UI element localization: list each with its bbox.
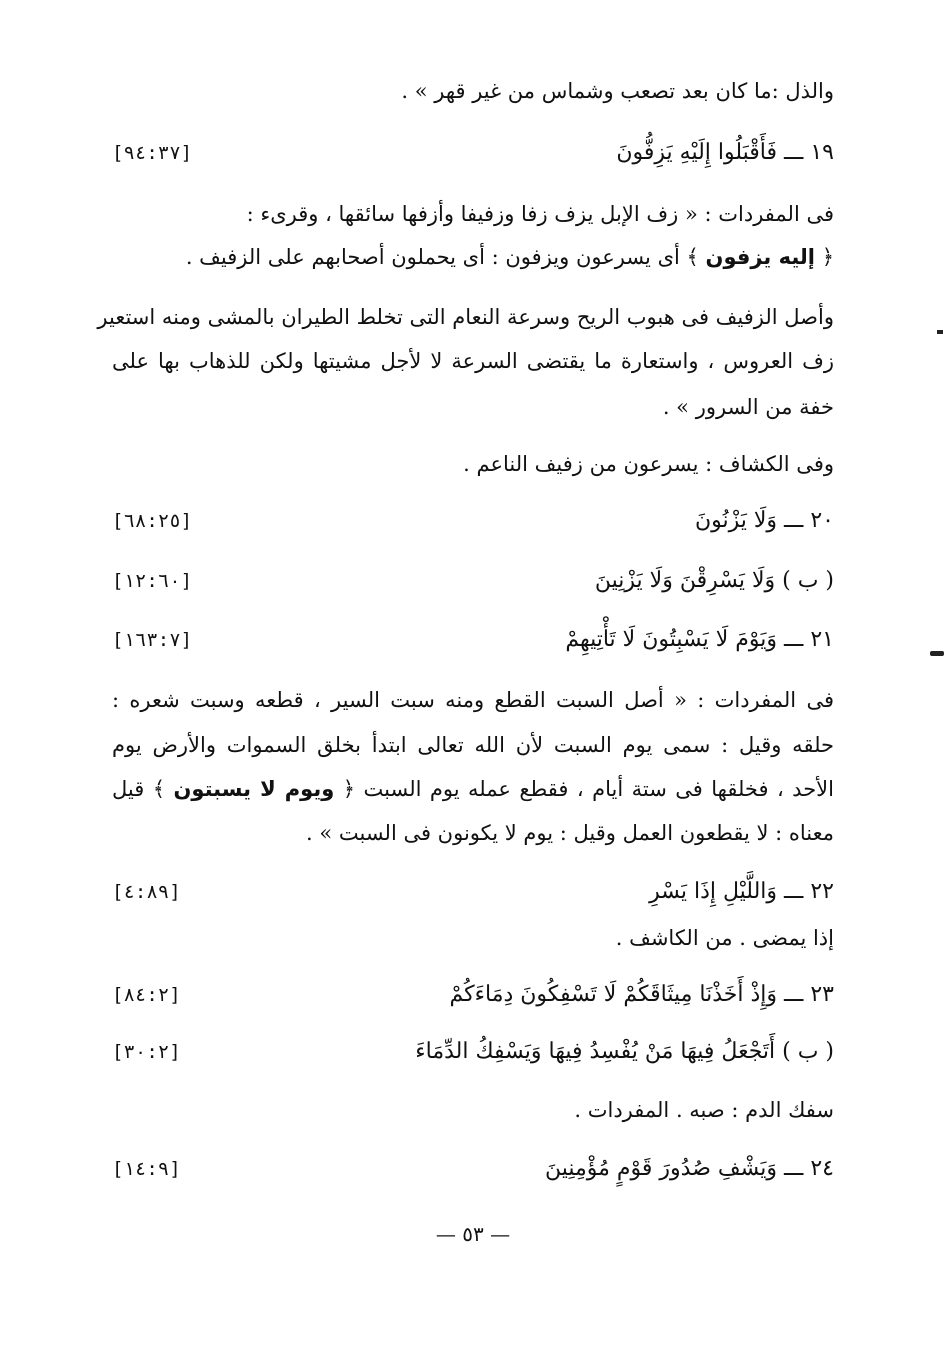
text-line: وفى الكشاف : يسرعون من زفيف الناعم . (463, 452, 834, 476)
reference-19: [٩٤:٣٧] (112, 142, 193, 164)
reference-21: [١٦٣:٧] (112, 629, 193, 651)
reference-24: [١٤:٩] (112, 1158, 181, 1180)
reference-22: [٤:٨٩] (112, 881, 181, 903)
text-segment: أى يسرعون ويزفون : أى يحملون أصحابهم على الزفيف . (185, 245, 687, 269)
text-line: وأصل الزفيف فى هبوب الريح وسرعة النعام التى تخلط الطيران بالمشى ومنه استعير (97, 305, 834, 329)
text-line: إذا يمضى . من الكاشف . (615, 926, 834, 950)
text-line: حلقه وقيل : سمى يوم السبت لأن الله تعالى ابتدأ بخلق السموات والأرض يوم (112, 733, 834, 757)
reference-23b: [٣٠:٢] (112, 1041, 181, 1063)
bold-phrase: ويوم لا يسبتون (173, 777, 335, 801)
text-line: فى المفردات : « زف الإبل يزف زفا وزفيفا وأزفها سائقها ، وقرىء : (246, 202, 834, 226)
reference-23: [٨٤:٢] (112, 984, 181, 1006)
verse-24: ٢٤ ـــ وَيَشْفِ صُدُورَ قَوْمٍ مُؤْمِنِينَ (544, 1156, 834, 1181)
text-line: والذل :ما كان بعد تصعب وشماس من غير قهر » . (401, 79, 834, 103)
text-line: خفة من السرور » . (662, 395, 834, 419)
verse-19: ١٩ ـــ فَأَقْبَلُوا إِلَيْهِ يَزِفُّونَ (616, 140, 834, 165)
text-line: سفك الدم : صبه . المفردات . (574, 1098, 834, 1122)
verse-23: ٢٣ ـــ وَإِذْ أَخَذْنَا مِيثَاقَكُمْ لَا تَسْفِكُونَ دِمَاءَكُمْ (449, 982, 834, 1007)
verse-20b: ( ب ) وَلَا يَسْرِقْنَ وَلَا يَزْنِينَ (594, 568, 834, 593)
text-line: معناه : لا يقطعون العمل وقيل : يوم لا يكونون فى السبت » . (305, 821, 834, 845)
verse-22: ٢٢ ـــ وَاللَّيْلِ إِذَا يَسْرِ (649, 879, 834, 904)
text-segment: قيل (112, 777, 153, 801)
bold-phrase: إليه يزفون (705, 245, 816, 269)
text-segment: الأحد ، فخلقها فى ستة أيام ، فقطع عمله يوم السبت (355, 777, 834, 801)
scan-mark (930, 651, 944, 656)
scan-mark (937, 330, 943, 334)
reference-20: [٦٨:٢٥] (112, 510, 193, 532)
verse-21: ٢١ ـــ وَيَوْمَ لَا يَسْبِتُونَ لَا تَأْتِيهِمْ (565, 627, 834, 652)
page-number: — ٥٣ — (435, 1222, 511, 1246)
text-line: فى المفردات : « أصل السبت القطع ومنه سبت السير ، قطعه وسبت شعره : (112, 688, 834, 712)
text-line-with-bold: الأحد ، فخلقها فى ستة أيام ، فقطع عمله يوم السبت ﴿ ويوم لا يسبتون ﴾ قيل (112, 777, 834, 801)
verse-23b: ( ب ) أَتَجْعَلُ فِيهَا مَنْ يُفْسِدُ فِيهَا وَيَسْفِكُ الدِّمَاءَ (415, 1039, 834, 1064)
verse-20: ٢٠ ـــ وَلَا يَزْنُونَ (694, 508, 834, 533)
reference-20b: [١٢:٦٠] (112, 570, 193, 592)
text-line-with-bold: ﴿ إليه يزفون ﴾ أى يسرعون ويزفون : أى يحملون أصحابهم على الزفيف . (185, 245, 834, 269)
text-line: زف العروس ، واستعارة ما يقتضى السرعة لا لأجل مشيتها ولكن للذهاب بها على (112, 349, 834, 373)
